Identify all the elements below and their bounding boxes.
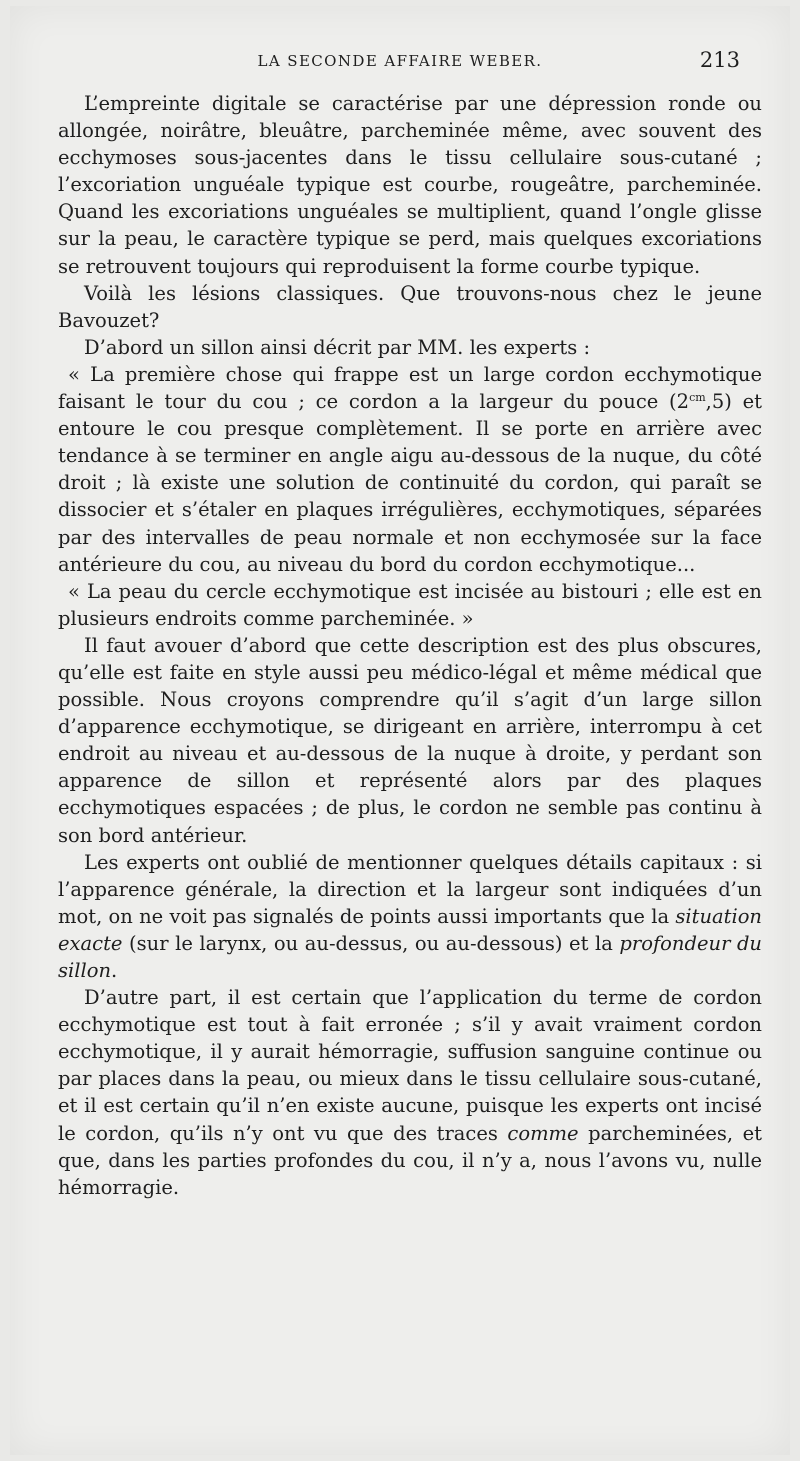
text-part: . — [111, 959, 118, 982]
page-number: 213 — [699, 48, 740, 72]
quote-text-part-1: « La première chose qui frappe est un large cordon ecchymotique faisant le tour du cou ; ce cordon a la largeur du pouce (2 — [58, 362, 762, 414]
paragraph-classic-lesions: Voilà les lésions classiques. Que trouvons-nous chez le jeune Bavouzet? — [58, 281, 762, 332]
italic-situation-exacte: situation exacte — [58, 904, 762, 955]
paragraph-erroneous-term — [58, 984, 762, 1201]
text-part: (sur le larynx, ou au-dessus, ou au-dessous) et la — [122, 931, 620, 955]
unit-superscript: cm — [689, 391, 706, 405]
quote-text-part-2: ,5) et entoure le cou presque complètement. Il se porte en arrière avec tendance à se terminer en angle aigu au-dessous de la nuque, du côté droit ; là existe une solution de continuité du cordon, qui paraît se dissocier et s’étaler en plaques irrégulières, ecchymotiques, séparées par des intervalles de peau normale et non ecchymosée sur la face antérieure du cou, au niveau du bord du cordon ecchymotique... — [58, 390, 762, 576]
body-text — [58, 90, 762, 1201]
text-part: parcheminées, et que, dans les parties profondes du cou, il n’y a, nous l’avons vu, nulle hémorragie. — [58, 1121, 763, 1199]
text-part: D’autre part, il est certain que l’application du terme de cordon ecchymotique est tout à fait erronée ; s’il y avait vraiment cordon ecchymotique, il y aurait hémorragie, suffusion sanguine continue ou par places dans la peau, ou mieux dans le tissu cellulaire sous-cutané, et il est certain qu’il n’en existe aucune, puisque les experts ont incisé le cordon, qu’ils n’y ont vu que des traces — [58, 986, 762, 1145]
paragraph-missing-details — [58, 849, 762, 984]
paragraph-expert-intro: D’abord un sillon ainsi décrit par MM. les experts : — [84, 335, 591, 359]
book-page — [10, 6, 790, 1455]
running-title: LA SECONDE AFFAIRE WEBER. — [257, 52, 543, 70]
paragraph-expert-quote-1 — [58, 361, 762, 578]
italic-profondeur-du-sillon: profondeur du sillon — [58, 931, 762, 982]
running-head — [58, 48, 742, 78]
paragraph-expert-quote-2: « La peau du cercle ecchymotique est incisée au bistouri ; elle est en plusieurs endroits comme parcheminée. » — [58, 579, 762, 630]
italic-comme: comme — [507, 1121, 579, 1145]
paragraph-fingerprint-description: L’empreinte digitale se caractérise par une dépression ronde ou allongée, noirâtre, bleuâtre, parcheminée même, avec souvent des ecchymoses sous-jacentes dans le tissu cellulaire sous-cutané ; l’excoriation unguéale typique est courbe, rougeâtre, parcheminée. Quand les excoriations unguéales se multiplient, quand l’ongle glisse sur la peau, le caractère typique se perd, mais quelques excoriations se retrouvent toujours qui reproduisent la forme courbe typique. — [58, 92, 762, 278]
paragraph-obscure-description: Il faut avouer d’abord que cette description est des plus obscures, qu’elle est faite en style aussi peu médico-légal et même médical que possible. Nous croyons comprendre qu’il s’agit d’un large sillon d’apparence ecchymotique, se dirigeant en arrière, interrompu à cet endroit au niveau et au-dessous de la nuque à droite, y perdant son apparence de sillon et représenté alors par des plaques ecchymotiques espacées ; de plus, le cordon ne semble pas continu à son bord antérieur. — [58, 633, 762, 847]
text-part: Les experts ont oublié de mentionner quelques détails capitaux : si l’apparence générale, la direction et la largeur sont indiquées d’un mot, on ne voit pas signalés de points aussi importants que la — [58, 850, 762, 928]
